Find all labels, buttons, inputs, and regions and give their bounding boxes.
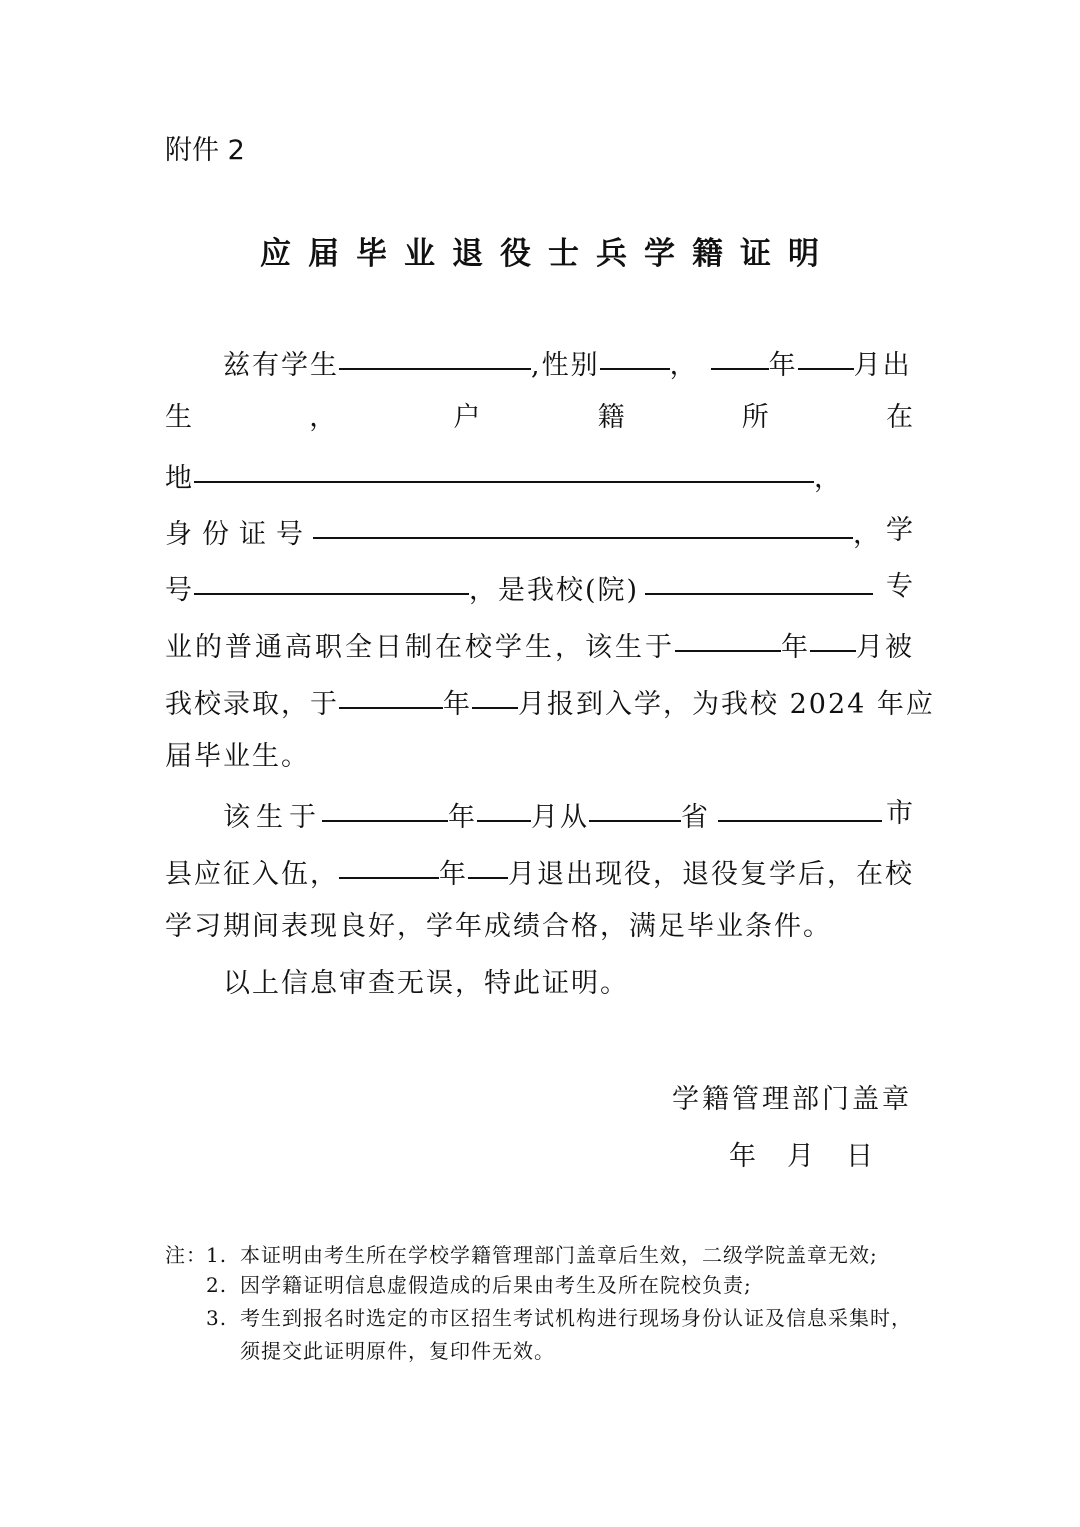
note-1-text: 本证明由考生所在学校学籍管理部门盖章后生效，二级学院盖章无效; [240,1243,878,1267]
text: 年 [768,350,798,381]
province-blank[interactable] [589,790,681,822]
student-number-blank[interactable] [194,563,469,595]
document-title: 应届毕业退役士兵学籍证明 [260,236,836,272]
text: 兹有学生 [223,350,339,381]
text: 届毕业生。 [165,741,310,772]
text: ， [814,463,843,494]
birth-month-blank[interactable] [798,338,854,370]
text: ， [669,350,699,381]
text: ，是我校(院) [469,575,640,606]
body-line-10 [165,851,915,891]
body-line-3 [165,455,915,495]
body-line-9 [165,794,915,834]
admission-year-blank[interactable] [675,620,781,652]
text: 地 [165,463,194,494]
text: ， [309,402,339,433]
date-year: 年 [729,1141,759,1172]
household-address-blank[interactable] [194,451,814,483]
text: 学 [886,515,915,546]
notes-prefix: 注： [165,1243,207,1267]
note-3-num: 3. [206,1306,228,1330]
note-1-num: 1. [206,1243,228,1267]
body-line-12 [165,964,915,1004]
text: ， [853,519,882,550]
enlist-month-blank[interactable] [477,790,531,822]
birth-year-blank[interactable] [711,338,769,370]
text: 月从 [531,802,589,833]
text: 在 [885,402,915,433]
enrollment-month-blank[interactable] [472,677,518,709]
date-month: 月 [787,1141,817,1172]
note-2-num: 2. [206,1273,228,1297]
body-line-2 [165,398,915,438]
text: 月被 [856,632,914,663]
text: 县应征入伍， [165,859,339,890]
text: 学习期间表现良好，学年成绩合格，满足毕业条件。 [165,911,832,942]
text: 所 [741,402,771,433]
text: 月出 [853,350,912,381]
enrollment-year-blank[interactable] [339,677,443,709]
body-line-5 [165,567,915,607]
discharge-year-blank[interactable] [339,847,439,879]
text: 年 [439,859,468,890]
text: 身份证号 [165,519,313,550]
text: 籍 [597,402,627,433]
text: 号 [165,575,194,606]
body-line-1 [165,342,915,382]
text: 月报到入学，为我校 2024 年应 [518,689,935,720]
text: 生 [165,402,194,433]
city-blank[interactable] [718,790,882,822]
gender-blank[interactable] [600,338,670,370]
date-day: 日 [846,1141,876,1172]
body-line-6 [165,624,915,664]
note-2-text: 因学籍证明信息虚假造成的后果由考生及所在院校负责; [240,1273,752,1297]
discharge-month-blank[interactable] [468,847,508,879]
note-3-text: 考生到报名时选定的市区招生考试机构进行现场身份认证及信息采集时， [240,1306,912,1330]
body-line-7 [165,681,935,721]
text: 年 [448,802,477,833]
student-name-blank[interactable] [339,338,531,370]
text: ,性别 [531,350,600,381]
id-number-blank[interactable] [313,507,853,539]
text: 专 [886,571,915,602]
body-line-4 [165,511,915,551]
enlist-year-blank[interactable] [322,790,448,822]
text: 该生于 [223,802,322,833]
major-blank[interactable] [645,563,873,595]
stamp-label: 学籍管理部门盖章 [672,1084,912,1115]
note-3-text-cont: 须提交此证明原件，复印件无效。 [240,1339,555,1363]
text: 市 [886,798,915,829]
text: 年 [781,632,810,663]
admission-month-blank[interactable] [810,620,856,652]
text: 以上信息审查无误，特此证明。 [223,968,629,999]
text: 我校录取，于 [165,689,339,720]
text: 业的普通高职全日制在校学生，该生于 [165,632,675,663]
text: 年 [443,689,472,720]
body-line-11 [165,907,915,947]
attachment-label: 附件 2 [165,135,245,166]
text: 省 [681,802,710,833]
text: 户 [453,402,483,433]
text: 月退出现役，退役复学后，在校 [508,859,914,890]
body-line-8 [165,737,915,777]
